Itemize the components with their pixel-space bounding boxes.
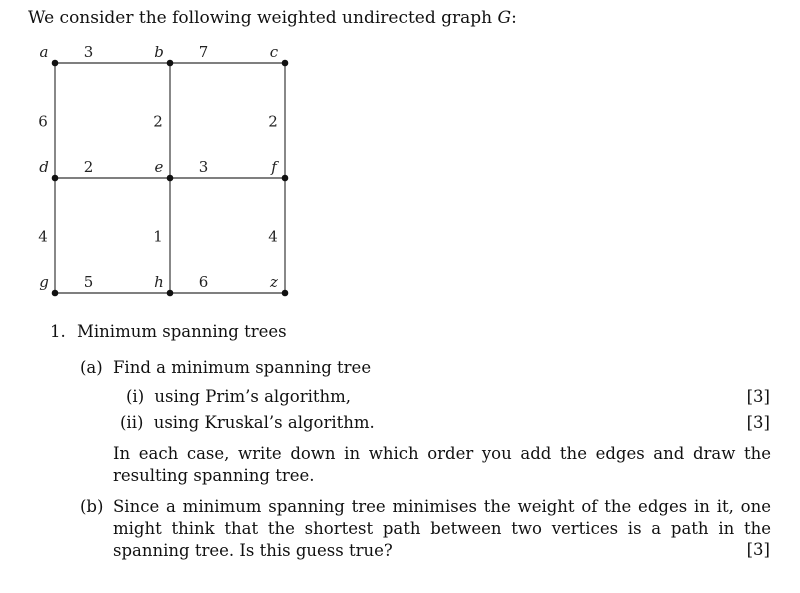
weight-c-f: 2 — [268, 112, 278, 131]
question-number: 1. — [50, 322, 66, 341]
vertex-label-f: f — [271, 158, 277, 176]
part-a-item-2 — [120, 413, 375, 432]
vertex-e — [167, 175, 174, 182]
item-1-text: using Prim’s algorithm, — [154, 387, 352, 406]
vertex-g — [52, 290, 59, 297]
part-a-item-1 — [126, 387, 351, 406]
part-b-label: (b) — [80, 497, 104, 516]
part-b — [80, 496, 771, 562]
weight-g-h: 5 — [83, 273, 94, 291]
intro-colon: : — [511, 8, 517, 28]
vertex-label-g: g — [39, 273, 49, 291]
vertex-label-z: z — [270, 273, 278, 291]
vertex-b — [167, 60, 174, 67]
vertex-z — [282, 290, 289, 297]
part-a-text: Find a minimum spanning tree — [112, 358, 372, 377]
item-1-marks: [3] — [746, 387, 770, 406]
question-heading — [50, 322, 287, 341]
weight-d-g: 4 — [38, 227, 48, 246]
weight-e-h: 1 — [153, 227, 163, 246]
item-2-label: (ii) — [120, 413, 144, 432]
weight-e-f: 3 — [198, 158, 209, 176]
weight-f-z: 4 — [268, 227, 278, 246]
weight-h-z: 6 — [198, 273, 209, 291]
weight-b-e: 2 — [153, 112, 163, 131]
part-b-marks: [3] — [746, 540, 770, 559]
vertex-h — [167, 290, 174, 297]
vertex-label-c: c — [269, 43, 279, 61]
vertex-c — [282, 60, 289, 67]
weight-a-d: 6 — [38, 112, 48, 131]
vertex-label-b: b — [154, 43, 164, 61]
item-1-label: (i) — [126, 387, 145, 406]
item-2-marks: [3] — [746, 413, 770, 432]
vertex-a — [52, 60, 59, 67]
graph-symbol: G — [497, 8, 512, 28]
vertex-label-d: d — [39, 158, 49, 176]
item-2-text: using Kruskal’s algorithm. — [153, 413, 375, 432]
part-a-label: (a) — [80, 358, 103, 377]
weight-a-b: 3 — [83, 43, 94, 61]
weight-b-c: 7 — [198, 43, 209, 61]
part-a-note: In each case, write down in which order you add the edges and draw the resulting spanning tree. — [113, 444, 771, 485]
weight-d-e: 2 — [83, 158, 94, 176]
part-b-text: Since a minimum spanning tree minimises the weight of the edges in it, one might think that the shortest path between two vertices is a path in the spanning tree. Is this guess true? — [113, 497, 771, 560]
question-title: Minimum spanning trees — [77, 322, 287, 341]
intro-text: We consider the following weighted undirected graph — [28, 8, 498, 28]
vertex-d — [52, 175, 59, 182]
vertex-label-h: h — [154, 273, 164, 291]
vertex-label-e: e — [154, 158, 164, 176]
vertex-label-a: a — [39, 43, 49, 61]
part-a-heading — [80, 358, 371, 377]
vertex-f — [282, 175, 289, 182]
